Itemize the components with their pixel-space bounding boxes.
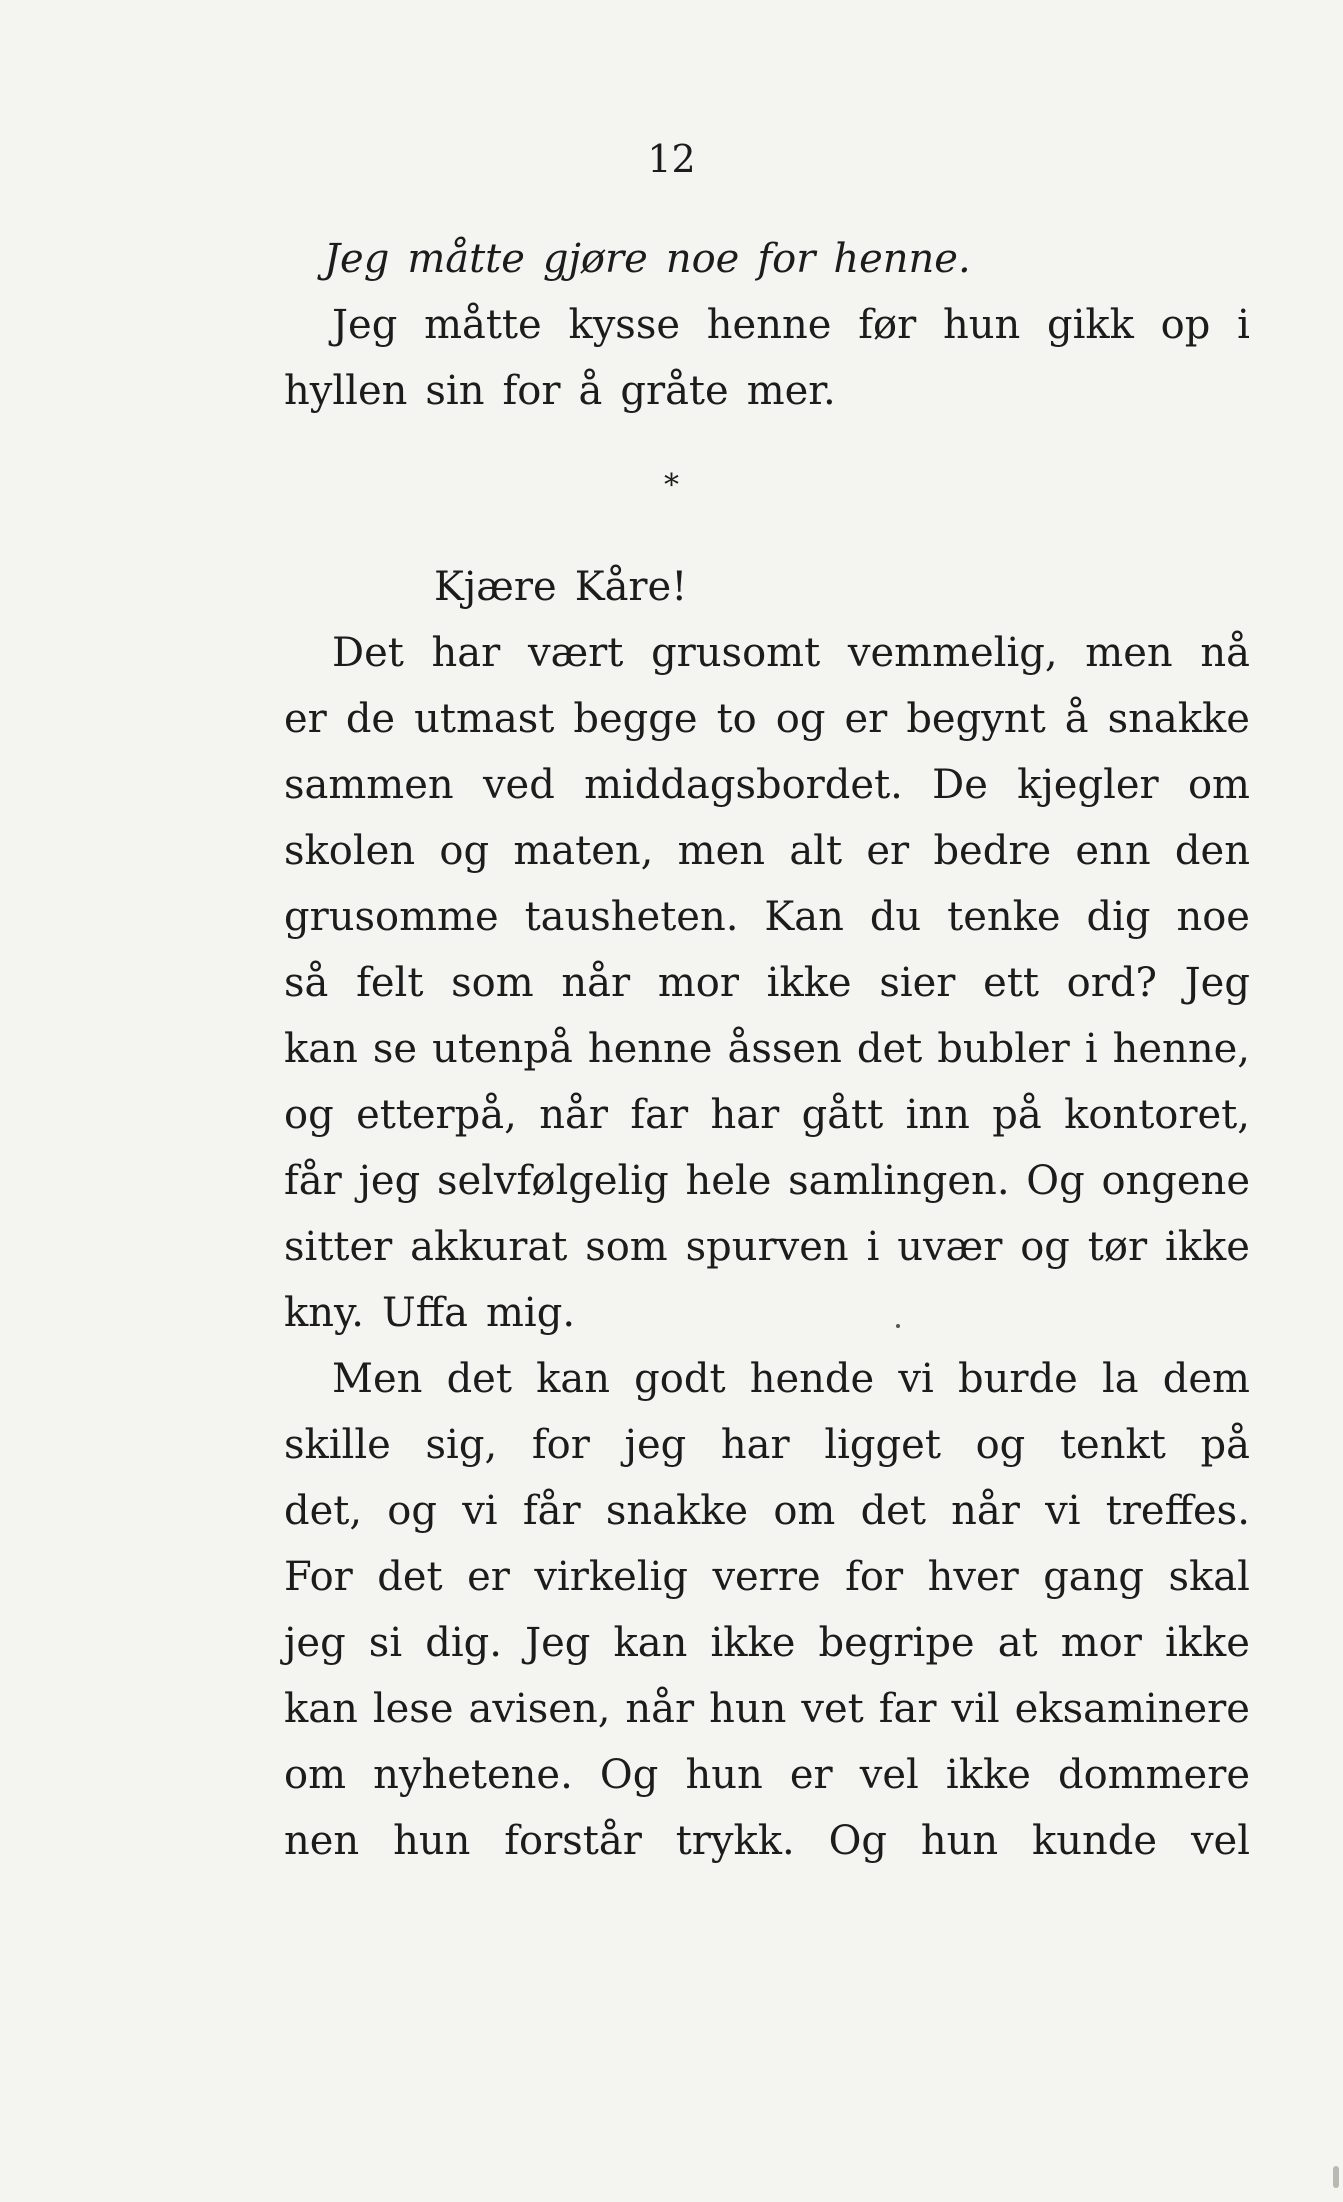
word: kunde <box>1032 1818 1158 1864</box>
word: i <box>866 1224 880 1270</box>
word: kan <box>536 1356 610 1402</box>
word: Og <box>599 1752 659 1798</box>
word: får <box>522 1488 581 1534</box>
word: uvær <box>897 1224 1003 1270</box>
word: når <box>951 1488 1020 1534</box>
word: verre <box>712 1554 821 1600</box>
word: samlingen. <box>788 1158 1010 1204</box>
word: ikke <box>710 1620 796 1666</box>
word: skolen <box>284 828 416 874</box>
word: burde <box>957 1356 1078 1402</box>
word: det <box>446 1356 512 1402</box>
text-line <box>284 1148 1250 1214</box>
word: Men <box>332 1356 423 1402</box>
word: sammen <box>284 762 454 808</box>
word: alt <box>789 828 843 874</box>
word: for <box>757 236 816 282</box>
word: det <box>856 1026 923 1072</box>
word: bubler <box>937 1026 1070 1072</box>
word: trykk. <box>675 1818 795 1864</box>
word: etterpå, <box>356 1092 517 1138</box>
word: og <box>775 696 826 742</box>
text-line <box>284 226 1250 292</box>
word: bedre <box>933 828 1052 874</box>
word: vet <box>801 1686 864 1732</box>
word: dommere <box>1057 1752 1250 1798</box>
word: vemmelig, <box>847 630 1058 676</box>
word: for <box>845 1554 904 1600</box>
text-line <box>284 1214 1250 1280</box>
word: om <box>284 1752 347 1798</box>
word: du <box>869 894 922 940</box>
text-line <box>284 818 1250 884</box>
word: selvfølgelig <box>436 1158 669 1204</box>
word: treffes. <box>1105 1488 1250 1534</box>
word: åssen <box>727 1026 842 1072</box>
word: De <box>932 762 988 808</box>
word: før <box>858 302 917 348</box>
word: kny. <box>284 1290 364 1336</box>
word: har <box>710 1092 780 1138</box>
word: vel <box>1190 1818 1250 1864</box>
word: tenkt <box>1059 1422 1166 1468</box>
word: snakke <box>605 1488 749 1534</box>
word: er <box>467 1554 510 1600</box>
word: vil <box>951 1686 1000 1732</box>
word: la <box>1101 1356 1139 1402</box>
text-line <box>284 1280 1250 1346</box>
word: vi <box>1045 1488 1081 1534</box>
text-line <box>284 1742 1250 1808</box>
word: tør <box>1087 1224 1148 1270</box>
word: men <box>677 828 766 874</box>
word: Kåre! <box>574 564 688 610</box>
word: mor <box>1060 1620 1142 1666</box>
word: Jeg <box>525 1620 591 1666</box>
word: hun <box>942 302 1021 348</box>
word: sin <box>425 368 485 414</box>
word: kjegler <box>1017 762 1159 808</box>
word: men <box>1085 630 1173 676</box>
word: ongene <box>1101 1158 1250 1204</box>
word: grusomt <box>651 630 821 676</box>
word: tenke <box>947 894 1061 940</box>
word: hele <box>685 1158 772 1204</box>
word: utmast <box>414 696 555 742</box>
word: gjøre <box>542 236 648 282</box>
word: og <box>439 828 490 874</box>
word: snakke <box>1107 696 1250 742</box>
word: når <box>625 1686 695 1732</box>
word: jeg <box>284 1620 346 1666</box>
word: grusomme <box>284 894 499 940</box>
word: ett <box>983 960 1039 1006</box>
word: mor <box>657 960 739 1006</box>
page-edge-mark <box>1333 2166 1339 2188</box>
word: kan <box>284 1686 358 1732</box>
word: dem <box>1162 1356 1250 1402</box>
word: henne <box>587 1026 713 1072</box>
word: og <box>1020 1224 1070 1270</box>
word: når <box>561 960 631 1006</box>
word: kontoret, <box>1064 1092 1250 1138</box>
word: virkelig <box>534 1554 688 1600</box>
word: i <box>1084 1026 1098 1072</box>
word: noe <box>665 236 740 282</box>
print-speck <box>896 1324 900 1328</box>
word: som <box>585 1224 668 1270</box>
word: gråte <box>620 368 729 414</box>
word: nen <box>284 1818 360 1864</box>
word: godt <box>634 1356 726 1402</box>
word: vi <box>462 1488 498 1534</box>
text-block-letter <box>284 554 1250 1874</box>
word: kan <box>613 1620 688 1666</box>
word: er <box>789 1752 833 1798</box>
word: mig. <box>485 1290 576 1336</box>
word: om <box>1187 762 1250 808</box>
word: gikk <box>1047 302 1134 348</box>
text-line <box>284 358 1250 424</box>
word: hun <box>685 1752 763 1798</box>
word: Og <box>828 1818 887 1864</box>
word: kan <box>284 1026 358 1072</box>
word: å <box>1064 696 1089 742</box>
text-line <box>284 554 1250 620</box>
word: er <box>844 696 888 742</box>
text-line <box>284 1544 1250 1610</box>
word: hende <box>749 1356 875 1402</box>
word: måtte <box>407 236 525 282</box>
word: For <box>284 1554 353 1600</box>
word: spurven <box>685 1224 849 1270</box>
word: gang <box>1043 1554 1145 1600</box>
word: maten, <box>513 828 654 874</box>
word: får <box>284 1158 342 1204</box>
word: nyhetene. <box>373 1752 573 1798</box>
word: si <box>368 1620 403 1666</box>
text-line <box>284 1016 1250 1082</box>
word: skal <box>1168 1554 1250 1600</box>
word: mer. <box>746 368 836 414</box>
word: lese <box>372 1686 454 1732</box>
word: hun <box>709 1686 787 1732</box>
text-line <box>284 292 1250 358</box>
page-number: 12 <box>647 137 696 181</box>
word: akkurat <box>410 1224 568 1270</box>
word: det <box>377 1554 443 1600</box>
section-separator: * <box>664 468 679 503</box>
word: som <box>451 960 534 1006</box>
text-line <box>284 1478 1250 1544</box>
word: inn <box>905 1092 970 1138</box>
text-line <box>284 1610 1250 1676</box>
word: sier <box>879 960 956 1006</box>
text-block-intro <box>284 226 1250 424</box>
word: det <box>860 1488 926 1534</box>
word: Jeg <box>332 302 398 348</box>
text-line <box>284 1082 1250 1148</box>
word: og <box>284 1092 334 1138</box>
word: vært <box>527 630 624 676</box>
word: jeg <box>624 1422 687 1468</box>
word: op <box>1160 302 1211 348</box>
word: sig, <box>425 1422 498 1468</box>
word: vel <box>859 1752 919 1798</box>
word: Det <box>332 630 404 676</box>
word: hun <box>393 1818 471 1864</box>
text-line <box>284 752 1250 818</box>
word: ord? <box>1066 960 1157 1006</box>
text-line <box>284 620 1250 686</box>
word: å <box>578 368 603 414</box>
word: de <box>345 696 396 742</box>
word: kysse <box>568 302 681 348</box>
word: ikke <box>945 1752 1031 1798</box>
word: begynt <box>906 696 1046 742</box>
word: for <box>531 1422 590 1468</box>
text-line <box>284 884 1250 950</box>
word: noe <box>1176 894 1250 940</box>
word: middagsbordet. <box>584 762 903 808</box>
word: hver <box>927 1554 1019 1600</box>
word: Kjære <box>434 564 557 610</box>
word: er <box>284 696 327 742</box>
word: felt <box>356 960 424 1006</box>
word: ikke <box>1164 1224 1250 1270</box>
word: Jeg <box>324 236 390 282</box>
word: begripe <box>818 1620 975 1666</box>
text-line <box>284 686 1250 752</box>
word: og <box>975 1422 1026 1468</box>
text-line <box>284 1676 1250 1742</box>
word: så <box>284 960 329 1006</box>
word: far <box>878 1686 937 1732</box>
word: hyllen <box>284 368 408 414</box>
word: utenpå <box>432 1026 573 1072</box>
word: to <box>716 696 757 742</box>
word: i <box>1237 302 1250 348</box>
word: forstår <box>504 1818 642 1864</box>
word: far <box>630 1092 689 1138</box>
word: Kan <box>764 894 844 940</box>
word: Og <box>1026 1158 1085 1204</box>
word: er <box>866 828 910 874</box>
word: vi <box>898 1356 934 1402</box>
word: dig <box>1086 894 1151 940</box>
word: se <box>372 1026 418 1072</box>
word: Uffa <box>382 1290 468 1336</box>
word: enn <box>1075 828 1151 874</box>
word: henne <box>706 302 832 348</box>
word: på <box>1200 1422 1250 1468</box>
word: skille <box>284 1422 391 1468</box>
word: tausheten. <box>524 894 739 940</box>
text-line <box>284 1412 1250 1478</box>
word: gått <box>801 1092 884 1138</box>
word: når <box>539 1092 608 1138</box>
word: ikke <box>766 960 852 1006</box>
word: har <box>720 1422 790 1468</box>
word: begge <box>573 696 698 742</box>
word: det, <box>284 1488 363 1534</box>
text-line <box>284 1346 1250 1412</box>
word: dig. <box>425 1620 502 1666</box>
word: hun <box>920 1818 999 1864</box>
word: måtte <box>424 302 542 348</box>
word: sitter <box>284 1224 393 1270</box>
text-line <box>284 950 1250 1016</box>
word: på <box>992 1092 1042 1138</box>
word: eksaminere <box>1014 1686 1250 1732</box>
word: ved <box>482 762 555 808</box>
word: den <box>1174 828 1250 874</box>
word: henne, <box>1112 1026 1250 1072</box>
word: henne. <box>833 236 971 282</box>
word: avisen, <box>468 1686 611 1732</box>
word: for <box>502 368 561 414</box>
word: Jeg <box>1184 960 1250 1006</box>
text-line <box>284 1808 1250 1874</box>
word: ligget <box>824 1422 941 1468</box>
word: og <box>387 1488 437 1534</box>
word: at <box>997 1620 1038 1666</box>
word: jeg <box>358 1158 421 1204</box>
word: ikke <box>1164 1620 1250 1666</box>
word: om <box>773 1488 836 1534</box>
word: nå <box>1200 630 1250 676</box>
word: har <box>431 630 501 676</box>
